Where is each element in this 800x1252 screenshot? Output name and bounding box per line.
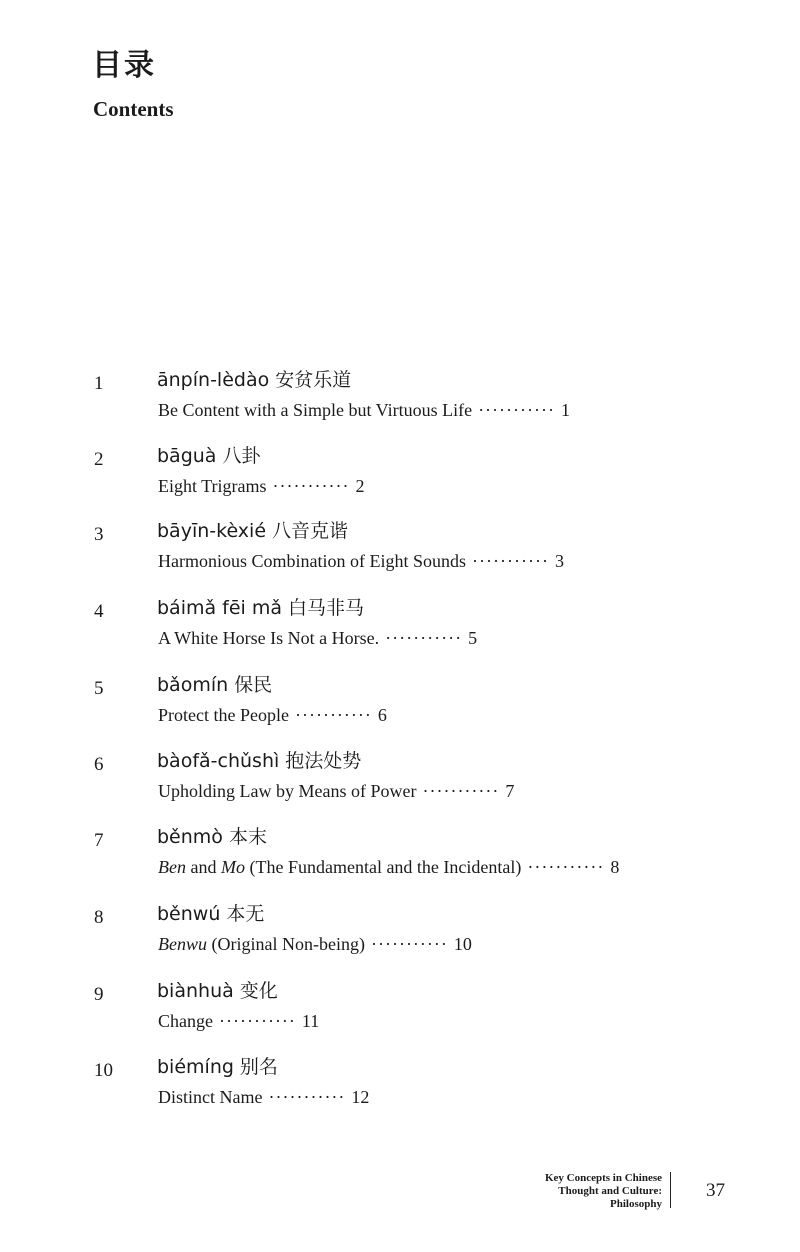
entry-heading [157, 442, 260, 470]
entry-number: 1 [94, 373, 104, 394]
entry-page-number: 1 [561, 400, 570, 420]
running-footer-title [480, 1172, 662, 1211]
dot-leader: ··········· [268, 1087, 346, 1107]
entry-chinese: 本末 [228, 826, 267, 848]
toc-entry [0, 747, 800, 807]
entry-translation: Protect the People [158, 705, 289, 725]
toc-entry [0, 517, 800, 577]
entry-heading [157, 977, 278, 1005]
entry-chinese: 白马非马 [288, 597, 365, 619]
dot-leader: ··········· [272, 476, 350, 496]
entry-translation: Be Content with a Simple but Virtuous Life [158, 400, 473, 420]
entry-translation: (The Fundamental and the Incidental) [244, 857, 522, 877]
entry-translation-line [158, 398, 570, 422]
dot-leader: ··········· [294, 705, 372, 725]
toc-entry [0, 823, 800, 883]
entry-chinese: 保民 [234, 674, 273, 696]
entry-translation: and [185, 857, 221, 877]
dot-leader: ··········· [218, 1011, 296, 1031]
entry-heading [157, 517, 348, 545]
entry-number: 8 [94, 907, 104, 928]
entry-chinese: 抱法处势 [285, 750, 362, 772]
title-english: Contents [93, 97, 174, 121]
dot-leader: ··········· [385, 628, 463, 648]
entry-pinyin: ānpín-lèdào [157, 369, 270, 391]
entry-chinese: 八卦 [222, 445, 261, 467]
entry-chinese: 八音克谐 [272, 520, 349, 542]
entry-translation: A White Horse Is Not a Horse. [158, 628, 380, 648]
entry-pinyin: bàofǎ-chǔshì [157, 750, 280, 772]
entry-translation: Distinct Name [158, 1087, 263, 1107]
entry-translation-line [158, 1085, 369, 1109]
entry-translation: Change [158, 1011, 213, 1031]
entry-pinyin: bǎomín [157, 674, 229, 696]
entry-page-number: 2 [355, 476, 365, 496]
footer-divider [670, 1172, 671, 1208]
footer-title-line: Thought and Culture: [558, 1185, 662, 1197]
entry-page-number: 11 [301, 1011, 320, 1031]
entry-pinyin: běnwú [157, 903, 221, 925]
entry-pinyin: bāguà [157, 445, 217, 467]
entry-page-number: 6 [377, 705, 387, 725]
entry-heading [157, 366, 351, 394]
entry-translation-line [158, 779, 514, 803]
entry-translation-line [158, 626, 477, 650]
entry-translation: Eight Trigrams [158, 476, 267, 496]
entry-pinyin: bāyīn-kèxié [157, 520, 267, 542]
entry-translation-italic: Mo [220, 857, 245, 877]
toc-entry [0, 900, 800, 960]
entry-number: 9 [94, 984, 104, 1005]
entry-heading [157, 823, 267, 851]
title-chinese: 目录 [92, 48, 156, 83]
entry-translation: (Original Non-being) [207, 934, 365, 954]
entry-page-number: 7 [505, 781, 515, 801]
toc-entry [0, 671, 800, 731]
entry-number: 5 [94, 678, 104, 699]
entry-translation-line [158, 549, 564, 573]
entry-translation-italic: Ben [158, 857, 186, 877]
entry-chinese: 本无 [226, 903, 265, 925]
entry-translation-line [158, 474, 364, 498]
entry-heading [157, 594, 364, 622]
entry-heading [157, 747, 361, 775]
entry-number: 2 [94, 449, 104, 470]
toc-entry [0, 442, 800, 502]
dot-leader: ··········· [370, 934, 448, 954]
entry-translation: Harmonious Combination of Eight Sounds [158, 551, 466, 571]
entry-number: 4 [94, 601, 104, 622]
entry-pinyin: báimǎ fēi mǎ [157, 597, 283, 619]
entry-page-number: 3 [554, 551, 564, 571]
entry-number: 7 [94, 830, 104, 851]
entry-chinese: 安贫乐道 [275, 369, 352, 391]
footer-title-line: Philosophy [610, 1198, 662, 1210]
dot-leader: ··········· [472, 551, 549, 571]
entry-translation-line [158, 855, 619, 879]
entry-pinyin: biànhuà [157, 980, 234, 1002]
entry-page-number: 8 [610, 857, 620, 877]
page-number: 37 [706, 1180, 725, 1201]
entry-translation-italic: Benwu [158, 934, 207, 954]
entry-heading [157, 900, 264, 928]
dot-leader: ··········· [527, 857, 605, 877]
entry-pinyin: biémíng [157, 1056, 234, 1078]
entry-translation-line [158, 1009, 319, 1033]
entry-heading [157, 1053, 278, 1081]
entry-page-number: 10 [453, 934, 472, 954]
entry-page-number: 5 [468, 628, 478, 648]
footer-title-line: Key Concepts in Chinese [544, 1172, 662, 1184]
entry-number: 6 [94, 754, 104, 775]
entry-translation-line [158, 703, 387, 727]
entry-chinese: 变化 [239, 980, 278, 1002]
toc-entry [0, 977, 800, 1037]
dot-leader: ··········· [422, 781, 500, 801]
toc-entry [0, 366, 800, 426]
entry-chinese: 别名 [239, 1056, 278, 1078]
entry-translation-line [158, 932, 472, 956]
entry-heading [157, 671, 272, 699]
entry-number: 3 [94, 524, 104, 545]
entry-translation: Upholding Law by Means of Power [158, 781, 417, 801]
entry-number: 10 [94, 1060, 113, 1081]
toc-entry [0, 594, 800, 654]
entry-page-number: 12 [351, 1087, 370, 1107]
entry-pinyin: běnmò [157, 826, 223, 848]
toc-entry [0, 1053, 800, 1113]
dot-leader: ··········· [478, 400, 555, 420]
